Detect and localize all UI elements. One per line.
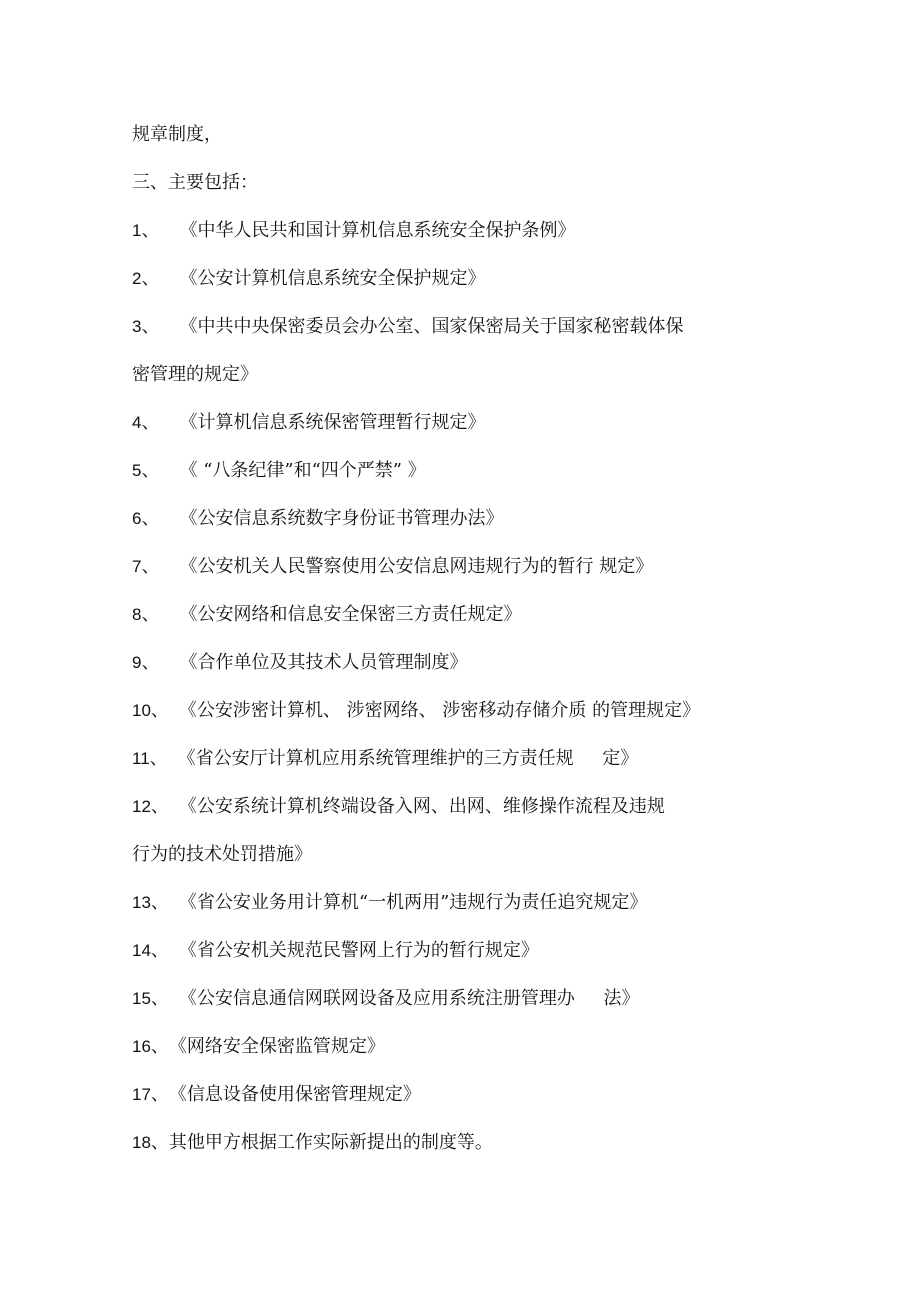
item-text: 《公安网络和信息安全保密三方责任规定》 xyxy=(179,604,522,625)
item-separator: 、 xyxy=(141,508,160,529)
item-text: 《公安计算机信息系统安全保护规定》 xyxy=(179,268,486,289)
list-item xyxy=(132,604,521,626)
item-separator: 、 xyxy=(150,700,169,721)
list-item xyxy=(132,1132,493,1154)
item-text: 《省公安机关规范民警网上行为的暂行规定》 xyxy=(178,940,539,961)
list-item xyxy=(132,940,539,962)
item-number: 3 xyxy=(132,317,142,336)
item-separator: 、 xyxy=(150,988,169,1009)
item-separator: 、 xyxy=(150,940,169,961)
item-text: 《中华人民共和国计算机信息系统安全保护条例》 xyxy=(179,220,576,241)
list-item xyxy=(132,796,665,818)
list-item xyxy=(132,1084,421,1106)
item-text: 《网络安全保密监管规定》 xyxy=(168,1036,385,1057)
section-heading: 三、主要包括： xyxy=(132,172,258,193)
item-text: 《省公安业务用计算机“一机两用”违规行为责任追究规定》 xyxy=(178,892,648,913)
item-number: 14 xyxy=(132,941,151,960)
item-separator: 、 xyxy=(141,460,160,481)
item-separator: 、 xyxy=(141,604,160,625)
list-item xyxy=(132,460,426,482)
item-text: 《中共中央保密委员会办公室、国家保密局关于国家秘密载体保 xyxy=(179,316,684,337)
item-number: 1 xyxy=(132,221,142,240)
list-item-continuation: 行为的技术处罚措施》 xyxy=(132,844,312,865)
list-item xyxy=(132,988,640,1010)
list-item xyxy=(132,892,647,914)
item-number: 10 xyxy=(132,701,151,720)
list-item xyxy=(132,652,467,674)
item-text: 《省公安厅计算机应用系统管理维护的三方责任规 定》 xyxy=(177,748,639,769)
list-item xyxy=(132,316,683,338)
item-separator: 、 xyxy=(150,892,169,913)
item-separator: 、 xyxy=(141,652,160,673)
item-text: 其他甲方根据工作实际新提出的制度等。 xyxy=(168,1132,493,1153)
item-text: 《公安信息系统数字身份证书管理办法》 xyxy=(179,508,504,529)
item-number: 7 xyxy=(132,557,142,576)
item-number: 17 xyxy=(132,1085,151,1104)
list-item xyxy=(132,220,575,242)
intro-text: 规章制度， xyxy=(132,124,222,145)
item-number: 6 xyxy=(132,509,142,528)
item-number: 13 xyxy=(132,893,151,912)
item-text: 《合作单位及其技术人员管理制度》 xyxy=(179,652,468,673)
item-number: 2 xyxy=(132,269,142,288)
item-separator: 、 xyxy=(141,412,160,433)
list-item xyxy=(132,508,503,530)
item-separator: 、 xyxy=(150,1036,169,1057)
item-number: 12 xyxy=(132,797,151,816)
item-separator: 、 xyxy=(141,556,160,577)
item-text: 《公安机关人民警察使用公安信息网违规行为的暂行 规定》 xyxy=(179,556,654,577)
item-text: 《 “八条纪律”和“四个严禁” 》 xyxy=(179,460,426,481)
list-item xyxy=(132,700,700,722)
item-number: 4 xyxy=(132,413,142,432)
list-item xyxy=(132,268,485,290)
item-number: 18 xyxy=(132,1133,151,1152)
item-text: 《公安涉密计算机、 涉密网络、 涉密移动存储介质 的管理规定》 xyxy=(178,700,701,721)
list-item-continuation: 密管理的规定》 xyxy=(132,364,258,385)
item-text: 《公安系统计算机终端设备入网、出网、维修操作流程及违规 xyxy=(178,796,665,817)
item-text: 《公安信息通信网联网设备及应用系统注册管理办 法》 xyxy=(178,988,640,1009)
item-separator: 、 xyxy=(141,268,160,289)
item-number: 16 xyxy=(132,1037,151,1056)
list-item xyxy=(132,1036,385,1058)
item-number: 11 xyxy=(132,749,150,768)
item-separator: 、 xyxy=(149,748,168,769)
item-number: 5 xyxy=(132,461,142,480)
item-number: 15 xyxy=(132,989,151,1008)
list-item xyxy=(132,748,638,770)
item-text: 《计算机信息系统保密管理暂行规定》 xyxy=(179,412,486,433)
item-separator: 、 xyxy=(141,316,160,337)
list-item xyxy=(132,412,485,434)
item-number: 9 xyxy=(132,653,142,672)
item-separator: 、 xyxy=(150,796,169,817)
item-number: 8 xyxy=(132,605,142,624)
item-separator: 、 xyxy=(150,1084,169,1105)
item-separator: 、 xyxy=(141,220,160,241)
list-item xyxy=(132,556,653,578)
item-text: 《信息设备使用保密管理规定》 xyxy=(168,1084,421,1105)
item-separator: 、 xyxy=(150,1132,169,1153)
